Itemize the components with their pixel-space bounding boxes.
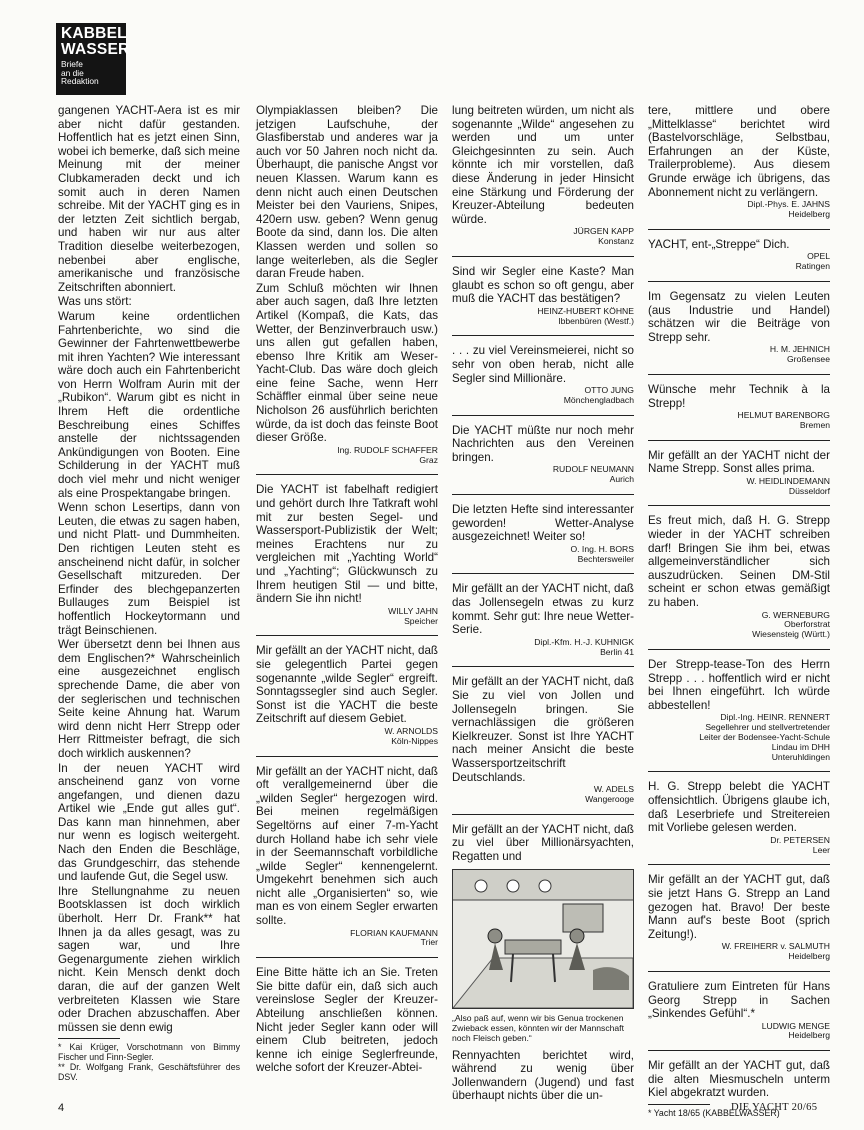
letter-paragraph: tere, mittlere und obere „Mittelklasse“ berichtet wird (Bastelvorschläge, Selbstbau, Erfahrungen an der Küste, Trailerprobleme). Aus diesem Grunde erwäge ich übrigens, das Abonnement nicht zu verlängern. xyxy=(648,104,830,199)
letter-paragraph: Die YACHT müßte nur noch mehr Nachrichten aus den Vereinen bringen. xyxy=(452,423,634,464)
letter-signature: LUDWIG MENGE xyxy=(761,1020,830,1031)
letter-divider xyxy=(648,229,830,230)
letter-divider xyxy=(648,505,830,506)
letter-location: Leer xyxy=(812,844,830,855)
letter-paragraph: . . . zu viel Vereinsmeierei, nicht so sehr von oben herab, nicht alle Segler sind Millionäre. xyxy=(452,344,634,385)
letter-location: Trier xyxy=(420,937,438,948)
letter-signature: H. M. JEHNICH xyxy=(769,344,830,355)
letter-paragraph: Die letzten Hefte sind interessanter geworden! Wetter-Analyse ausgezeichnet! Weiter so! xyxy=(452,503,634,544)
letter-paragraph: Sind wir Segler eine Kaste? Man glaubt es schon so oft gengu, aber muß die YACHT das bestätigen? xyxy=(452,264,634,306)
letter-divider xyxy=(256,957,438,958)
letter-paragraph: lung beitreten würden, um nicht als sogenannte „Wilde“ angesehen zu werden und um unter Gleichgesinnten zu sein. Auch könnte ich mir vorstellen, daß diese Änderung in jeder Hinsicht eine Stärkung und Förderung der Kreuzer-Abteilung bedeuten würde. xyxy=(452,104,634,226)
letter-paragraph: gangenen YACHT-Aera ist es mir aber nicht dafür gestanden. Hoffentlich hat es jetzt einen Sinn, wobei ich bemerke, daß sich meine Meinung mit der meiner Clubkameraden deckt und ich somit auch in deren Namen schreibe. Mit der YACHT ging es in der letzten Zeit sichtlich bergab, und haben wir nur aus alter Tradition dieselbe weiterbezogen, nebenbei aber englische, amerikanische und französische Zeitschriften abonniert. xyxy=(58,104,240,294)
header-subtitle-line-1: Briefe xyxy=(61,59,83,69)
letter-title: Oberforstrat xyxy=(784,619,830,630)
magazine-issue: DIE YACHT 20/65 xyxy=(731,1102,818,1113)
letter-divider xyxy=(648,864,830,865)
letter-signature: Ing. RUDOLF SCHAFFER xyxy=(337,444,438,455)
footnote: ** Dr. Wolfgang Frank, Geschäftsführer des DSV. xyxy=(58,1062,240,1083)
letter-signature: O. Ing. H. BORS xyxy=(570,543,634,554)
letter-location: Heidelberg xyxy=(788,208,830,219)
letter-location: Großensee xyxy=(787,354,830,365)
letter-divider xyxy=(452,335,634,336)
letter-paragraph: Im Gegensatz zu vielen Leuten (aus Industrie und Handel) schätzen wir die Beiträge von Strepp sehr. xyxy=(648,289,830,344)
column-2 xyxy=(256,104,438,1076)
letter-title: Segellehrer und stellvertretender xyxy=(705,722,830,733)
letter-location: Heidelberg xyxy=(788,1030,830,1041)
letter-paragraph: Es freut mich, daß H. G. Strepp wieder in der YACHT schreiben darf! Bringen Sie ihm bei, etwas allgemeinverständlicher sich auszudrücken. Seinen DM-Stil scheint er schon etwas gemäßigt zu haben. xyxy=(648,514,830,610)
letter-divider xyxy=(256,756,438,757)
letter-paragraph: Mir gefällt an der YACHT nicht, daß zu viel über Millionärsyachten, Regatten und xyxy=(452,822,634,863)
letter-paragraph: Wer übersetzt denn bei Ihnen aus dem Englischen?* Wahrscheinlich eine ausgezeichnet englisch sprechende Dame, die aber von der seglerischen und technischen Seite keine Ahnung hat. Warum wird denn nicht Herr Strepp oder Herr Rittmeister befragt, die sich doch wirklich auskennen? xyxy=(58,638,240,760)
header-subtitle-line-2: an die xyxy=(61,67,84,78)
letter-location: Konstanz xyxy=(598,236,634,247)
letter-paragraph: Der Strepp-tease-Ton des Herrn Strepp . . . hoffentlich wird er nicht bei Ihnen eingeführt. Ich würde abbestellen! xyxy=(648,658,830,712)
letter-divider xyxy=(452,415,634,416)
letter-signature: Dr. PETERSEN xyxy=(770,834,830,845)
sailor-figure xyxy=(570,929,584,943)
letter-location: Ratingen xyxy=(795,261,830,272)
letter-divider xyxy=(648,281,830,282)
column-4 xyxy=(648,104,830,1118)
letter-paragraph: Mir gefällt an der YACHT gut, daß sie jetzt Hans G. Strepp an Land gezogen hat. Bravo! Der beste Mann auf's beste Boot (sprich Zeitung!). xyxy=(648,873,830,941)
letter-paragraph: Wünsche mehr Technik à la Strepp! xyxy=(648,382,830,410)
letter-divider xyxy=(452,666,634,667)
letter-paragraph: Zum Schluß möchten wir Ihnen aber auch sagen, daß Ihre letzten Artikel (Kompaß, die Kats, das Wetter, der Benzinverbrauch usw.) uns allen gut gefallen haben, ebenso Ihre Kritik am Weser-Yacht-Club. Das wäre doch gleich eine feine Sache, wenn Herr Schäffler einmal über seine neue Nicholson 26 ausführlich berichten würde, da ist doch das feinste Boot dieser Größe. xyxy=(256,281,438,445)
header-title-line-2: WASSER xyxy=(61,41,130,58)
letter-signature: JÜRGEN KAPP xyxy=(573,226,634,237)
footnote: * Kai Krüger, Vorschotmann von Bimmy Fischer und Finn-Segler. xyxy=(58,1042,240,1063)
letter-paragraph: In der neuen YACHT wird anscheinend ganz von vorne angefangen, und dienen dazu Artikel wie „Ende gut alles gut“. Das kann man hinnehmen, aber nur wenn es logisch weitergeht. Nach den Enden die Beschläge, das Grundgeschirr, das stehende und laufende Gut, die Segel usw. xyxy=(58,761,240,884)
letter-paragraph: Mir gefällt an der YACHT nicht, daß sie gelegentlich Partei gegen sogenannte „wilde Segler“ ergreift. Sonntagssegler sind auch Segler. Sonst ist die YACHT die beste Zeitschrift auf diesem Gebiet. xyxy=(256,644,438,726)
letter-location: Berlin 41 xyxy=(600,646,634,657)
page-number: 4 xyxy=(58,1102,65,1114)
letter-divider xyxy=(452,573,634,574)
letter-signature: HEINZ-HUBERT KÖHNE xyxy=(537,305,634,316)
letter-divider xyxy=(648,1050,830,1051)
cabin-table xyxy=(505,940,561,954)
letter-divider xyxy=(648,440,830,441)
letter-paragraph: Die YACHT ist fabelhaft redigiert und gehört durch Ihre Tatkraft wohl mit zur besten Segel- und Wassersport-Publizistik der Welt; meines Erachtens nur zu vergleichen mit „Yachting World“ und „Yachting“; Glückwunsch zu Ihrem heutigen Stil — und bitte, ändern Sie ihn nicht! xyxy=(256,483,438,606)
letter-location: Bremen xyxy=(799,419,830,430)
letter-paragraph: Gratuliere zum Eintreten für Hans Georg Strepp in Sachen „Sinkendes Gefühl“.* xyxy=(648,979,830,1021)
letter-location: Unteruhldingen xyxy=(771,751,830,762)
letter-divider xyxy=(452,494,634,495)
porthole-icon xyxy=(507,880,519,892)
letter-paragraph: Olympiaklassen bleiben? Die jetzigen Laufschuhe, der Glasfiberstab und anderes war ja auch vor 50 Jahren noch nicht da. Überhaupt, die panische Angst vor neuen Klassen. Warum kann es denn nicht auch einen Deutschen Meister bei den Vauriens, Snipes, 420ern usw. geben? Wenn genug Boote da sind, dann los. Die alten Klassen werden und sollen so lange weiterleben, als die Segler daran Freude haben. xyxy=(256,104,438,281)
letter-signature: WILLY JAHN xyxy=(388,605,438,616)
kabbelwasser-header xyxy=(56,23,130,95)
letter-location: Ibbenbüren (Westf.) xyxy=(558,315,634,326)
letter-location: Köln-Nippes xyxy=(391,735,438,746)
letter-divider xyxy=(648,649,830,650)
letter-location: Graz xyxy=(419,454,438,465)
letter-divider xyxy=(452,256,634,257)
letter-signature: Dipl.-Phys. E. JAHNS xyxy=(747,199,830,210)
letter-paragraph: Rennyachten berichtet wird, während zu wenig über Jollenwandern (Jugend) und fast überhaupt nichts über die un- xyxy=(452,1048,634,1103)
letter-signature: OTTO JUNG xyxy=(584,385,634,396)
letter-signature: W. ADELS xyxy=(593,784,634,795)
letter-location: Düsseldorf xyxy=(788,485,830,496)
footnote: * Yacht 18/65 (KABBELWASSER) xyxy=(648,1108,780,1119)
letter-paragraph: Warum keine ordentlichen Fahrtenberichte, wo sind die Gewinner der Fahrtenwettbewerbe mit ihren Yachten? Wie interessant wäre doch auch ein Fahrtenbericht von Herrn Wolfram Aurin mit der „Rubikon“. Warum gibt es nicht in Ihrem Heft die ordentliche Beschreibung eines Schiffes anstelle der nichtssagenden Ankündigungen von Booten. Eine Schilderung in der YACHT muß doch viel mehr und nicht weniger als eine Prospektangabe bringen. xyxy=(58,309,240,500)
letter-title: Leiter der Bodensee-Yacht-Schule xyxy=(699,731,830,742)
porthole-icon xyxy=(475,880,487,892)
letter-paragraph: YACHT, ent-„Streppe“ Dich. xyxy=(648,237,790,251)
column-3 xyxy=(452,104,634,1104)
footnote-rule xyxy=(648,1104,710,1105)
letter-paragraph: Mir gefällt an der YACHT gut, daß die alten Miesmuscheln unterm Kiel abgekratzt wurden. xyxy=(648,1059,830,1100)
letter-divider xyxy=(648,771,830,772)
letter-signature: Dipl.-Kfm. H.-J. KUHNIGK xyxy=(534,636,634,647)
letter-location: Heidelberg xyxy=(788,951,830,962)
wall-picture xyxy=(563,904,603,932)
letter-signature: FLORIAN KAUFMANN xyxy=(350,927,438,938)
letter-divider xyxy=(256,635,438,636)
letter-signature: W. HEIDLINDEMANN xyxy=(746,475,830,486)
letter-location: Mönchengladbach xyxy=(563,394,634,405)
letter-signature: RUDOLF NEUMANN xyxy=(552,464,634,475)
sailor-figure xyxy=(488,929,502,943)
letter-location: Aurich xyxy=(609,474,634,485)
letter-signature: Dipl.-Ing. HEINR. RENNERT xyxy=(720,712,830,723)
porthole-icon xyxy=(539,880,551,892)
letter-divider xyxy=(648,971,830,972)
letter-divider xyxy=(648,374,830,375)
header-subtitle-line-3: Redaktion xyxy=(61,76,99,87)
letter-title: Lindau im DHH xyxy=(771,741,830,752)
letter-divider xyxy=(452,814,634,815)
letter-paragraph: Eine Bitte hätte ich an Sie. Treten Sie bitte dafür ein, daß sich auch vereinslose Segler der Kreuzer-Abteilung anschließen können. Nicht jeder Segler kann oder will einem Club beitreten, jedoch kenne ich einige Seglerfreunde, welche sofort der Kreuzer-Abtei- xyxy=(256,966,438,1075)
letter-location: Wiesensteig (Württ.) xyxy=(752,629,830,640)
header-title-line-1: KABBEL xyxy=(61,25,127,42)
letter-signature: W. ARNOLDS xyxy=(384,725,438,736)
letter-divider xyxy=(256,474,438,475)
letter-paragraph: Mir gefällt an der YACHT nicht, daß oft verallgemeinernd über die „wilden Segler“ hergezogen wird. Bei meinen regelmäßigen Segeltörns auf einer 7-m-Yacht durch Holland habe ich sehr viele in der Seemannschaft vorbildliche „wilde Segler“ kennengelernt. Umgekehrt benehmen sich auch nicht alle „Organisierten“ so, wie man es von einem Segler erwarten sollte. xyxy=(256,764,438,928)
cartoon-illustration xyxy=(452,869,634,1009)
letter-signature: W. FREIHERR v. SALMUTH xyxy=(721,941,830,952)
letter-location: Speicher xyxy=(404,615,438,626)
column-1 xyxy=(58,104,240,1082)
letter-paragraph: Was uns stört: xyxy=(58,295,132,309)
letter-signature: HELMUT BARENBORG xyxy=(737,410,830,421)
letter-paragraph: Mir gefällt an der YACHT nicht, daß das Jollensegeln etwas zu kurz kommt. Sehr gut: Ihre neue Wetter-Serie. xyxy=(452,582,634,637)
letter-paragraph: Mir gefällt an der YACHT nicht, daß Sie zu viel von Jollen und Jollensegeln bringen. Sie vernachlässigen die größeren Kielkreuzer. Sonst ist Ihre YACHT nach meiner Ansicht die beste Wassersportzeitschrift Deutschlands. xyxy=(452,675,634,784)
cartoon-caption: „Also paß auf, wenn wir bis Genua trockenen Zwieback essen, könnten wir der Mannschaft noch Fleisch geben.“ xyxy=(452,1012,624,1043)
letter-paragraph: Mir gefällt an der YACHT nicht der Name Strepp. Sonst alles prima. xyxy=(648,448,830,476)
letter-signature: OPEL xyxy=(807,251,830,262)
letter-location: Wangerooge xyxy=(585,793,634,804)
letter-paragraph: Ihre Stellungnahme zu neuen Bootsklassen ist doch wirklich überholt. Herr Dr. Frank** hat Ihnen ja da alles gesagt, was zu sagen war, und Ihre Gegenargumente ziehen wirklich nicht. Kein Mensch denkt doch daran, die auf der ganzen Welt verbreiteten Klassen wie Stare oder Drachen abzuschaffen. Aber müssen sie denn ewig xyxy=(58,884,240,1034)
letter-signature: G. WERNEBURG xyxy=(761,609,830,620)
letter-paragraph: H. G. Strepp belebt die YACHT offensichtlich. Übrigens glaube ich, daß Leserbriefe und Streitereien mit Vorliebe gelesen werden. xyxy=(648,780,830,835)
footnote-rule xyxy=(58,1038,120,1039)
letter-location: Bechtersweiler xyxy=(577,553,634,564)
letter-paragraph: Wenn schon Lesertips, dann von Leuten, die etwas zu sagen haben, und nicht Platt- und Dummheiten. Den richtigen Leuten steht es anscheinend nicht dafür, in solcher Gesellschaft mitzureden. Der Erfinder des blechgepanzerten Bullauges zum Beispiel ist hoffentlich Hockeytormann und trägt Beinschienen. xyxy=(58,501,240,637)
